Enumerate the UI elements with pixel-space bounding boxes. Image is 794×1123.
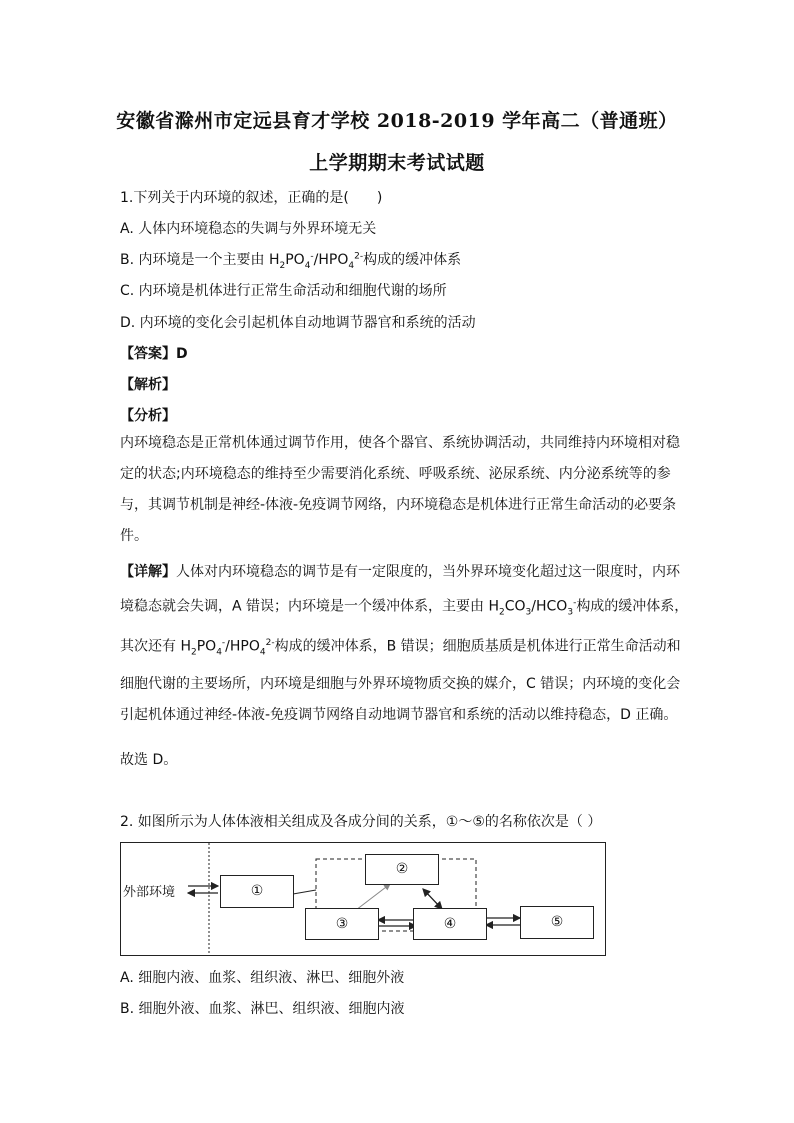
q2-option-b: B. 细胞外液、血浆、淋巴、组织液、细胞内液 (120, 1001, 405, 1017)
detail-line: 细胞代谢的主要场所，内环境是细胞与外界环境物质交换的媒介，C 错误；内环境的变化会 (120, 675, 681, 692)
analysis-line: 件。 (120, 528, 148, 544)
doc-title-line1: 安徽省滁州市定远县育才学校 2018-2019 学年高二（普通班） (116, 110, 678, 132)
box-4: ④ (413, 908, 487, 940)
q1-answer: 【答案】D (120, 346, 188, 362)
detail-text: 境稳态就会失调，A 错误；内环境是一个缓冲体系，主要由 H (120, 598, 500, 615)
arrow-4-to-2 (423, 889, 442, 909)
analysis-line: 内环境稳态是正常机体通过调节作用，使各个器官、系统协调活动，共同维持内环境相对稳 (120, 435, 680, 451)
detail-heading: 【详解】 (120, 564, 176, 580)
detail-line: 境稳态就会失调，A 错误；内环境是一个缓冲体系，主要由 $H_2CO_3/HCO_3^-$构成的缓冲体系， (120, 598, 689, 618)
arrow-3-to-2 (356, 884, 390, 910)
detail-text: 人体对内环境稳态的调节是有一定限度的，当外界环境变化超过这一限度时，内环 (176, 564, 680, 580)
detail-line: 其次还有 $H_2PO_4^-/HPO_4^{2-}$构成的缓冲体系，B 错误；细胞质基质是机体进行正常生命活动和 (120, 638, 681, 658)
detail-text: 构成的缓冲体系，B 错误；细胞质基质是机体进行正常生命活动和 (274, 639, 681, 656)
q1-option-b-pre: B. 内环境是一个主要由 H (120, 252, 280, 268)
link-1-to-dashed (293, 890, 316, 894)
box-3: ③ (305, 908, 379, 940)
q1-option-d: D. 内环境的变化会引起机体自动地调节器官和系统的活动 (120, 315, 476, 331)
box-2: ② (365, 854, 439, 885)
analysis-line: 定的状态;内环境稳态的维持至少需要消化系统、呼吸系统、泌尿系统、内分泌系统等的参 (120, 466, 671, 482)
q1-analysis (120, 428, 680, 552)
q2-option-a: A. 细胞内液、血浆、组织液、淋巴、细胞外液 (120, 970, 405, 986)
body-fluid-diagram (120, 842, 606, 956)
q1-option-a: A. 人体内环境稳态的失调与外界环境无关 (120, 221, 377, 237)
detail-text: 构成的缓冲体系， (576, 598, 689, 615)
q1-detail (120, 557, 689, 731)
box-5: ⑤ (520, 906, 594, 939)
q1-fenxi-heading: 【分析】 (120, 408, 176, 424)
detail-line (120, 557, 680, 588)
box-1: ① (220, 875, 294, 908)
detail-line: 引起机体通过神经-体液-免疫调节网络自动地调节器官和系统的活动以维持稳态，D 正确。 (120, 706, 678, 723)
doc-title-line2: 上学期期末考试试题 (309, 152, 485, 174)
outside-environment-label: 外部环境 (123, 885, 176, 900)
q1-conclusion: 故选 D。 (120, 752, 178, 768)
q1-option-c: C. 内环境是机体进行正常生命活动和细胞代谢的场所 (120, 283, 447, 299)
q1-option-b-post: 构成的缓冲体系 (363, 252, 462, 268)
analysis-line: 与，其调节机制是神经-体液-免疫调节网络，内环境稳态是机体进行正常生命活动的必要条 (120, 497, 677, 513)
detail-text: 其次还有 H (120, 639, 191, 656)
q2-stem: 2. 如图所示为人体体液相关组成及各成分间的关系，①～⑤的名称依次是（ ） (120, 814, 602, 830)
q1-option-b: B. 内环境是一个主要由 $H_2PO_4^-/HPO_4^{2-}$构成的缓冲体系 (120, 251, 462, 271)
q1-jiexi-heading: 【解析】 (120, 377, 176, 393)
q1-stem: 1.下列关于内环境的叙述，正确的是( ) (120, 190, 383, 206)
